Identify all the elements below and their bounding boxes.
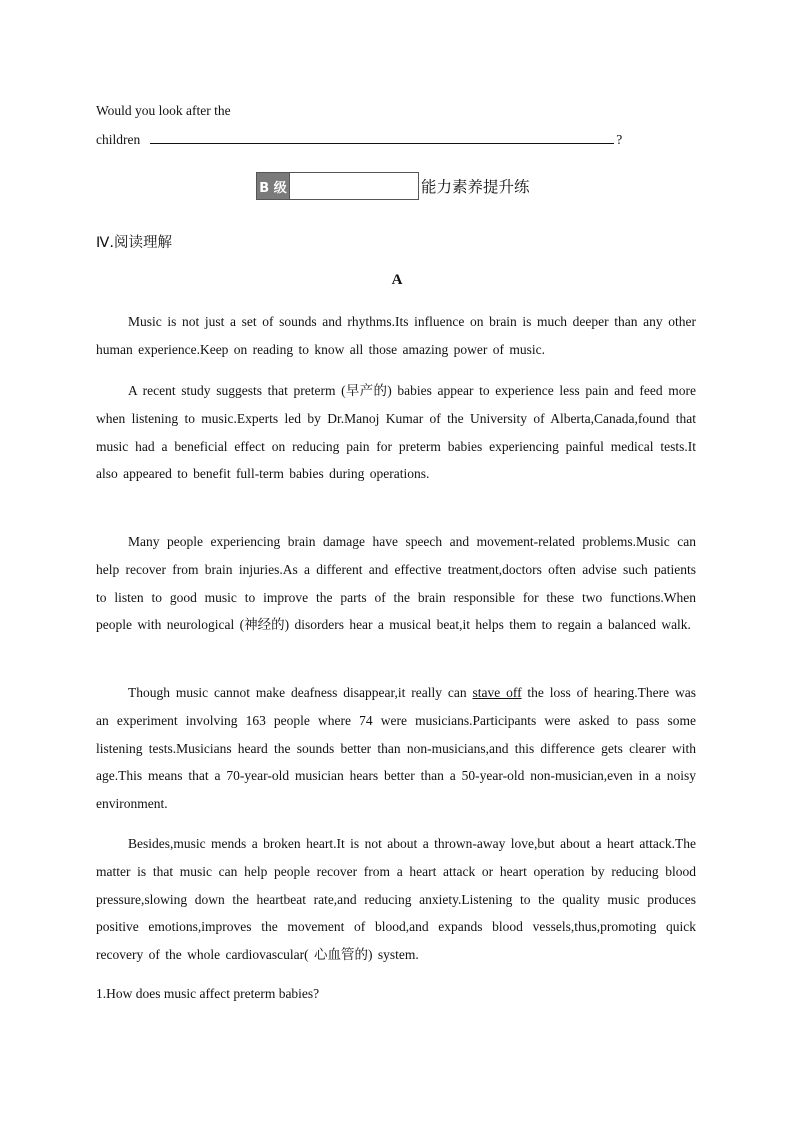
section-title: Ⅳ.阅读理解: [96, 235, 172, 251]
passage-paragraph-4: [96, 679, 696, 818]
question-text: .How does music affect preterm babies?: [102, 986, 320, 1001]
level-badge: B 级: [256, 172, 290, 200]
question-number: 1: [96, 986, 103, 1001]
prompt-question-mark: ?: [616, 132, 623, 147]
paragraph-4-text-after: the loss of hearing.There was an experiment involving 163 people where 74 were musicians.Participants were asked to pass some listening tests.Musicians heard the sounds better than non-musicians,and this difference gets clearer with age.This means that a 70-year-old musician hears better than a 50-year-old non-musician,even in a noisy environment.: [96, 685, 696, 812]
translation-prompt-line2: [96, 131, 622, 148]
prompt-text: Would you look after the: [96, 103, 231, 118]
translation-prompt-line1: [96, 103, 231, 119]
prompt-text-start: children: [96, 132, 141, 147]
passage-title: A: [391, 272, 403, 288]
question-1: [96, 986, 319, 1002]
passage-paragraph-2: A recent study suggests that preterm (早产的) babies appear to experience less pain and feed more when listening to music.Experts led by Dr.Manoj Kumar of the University of Alberta,Canada,found that music had a beneficial effect on reducing pain for preterm babies experiencing painful medical tests.It also appeared to benefit full-term babies during operations.: [96, 383, 696, 482]
level-heading: [256, 172, 530, 200]
level-badge-box: [290, 172, 419, 200]
underlined-phrase: stave off: [472, 685, 522, 700]
passage-paragraph-3: Many people experiencing brain damage have speech and movement-related problems.Music can help recover from brain injuries.As a different and effective treatment,doctors often advise such patients to listen to good music to improve the parts of the brain responsible for these two functions.When people with neurological (神经的) disorders hear a musical beat,it helps them to regain a balanced walk.: [96, 534, 696, 633]
passage-paragraph-1: Music is not just a set of sounds and rhythms.Its influence on brain is much deeper than any other human experience.Keep on reading to know all those amazing power of music.: [96, 314, 696, 357]
passage-paragraph-5: Besides,music mends a broken heart.It is not about a thrown-away love,but about a heart attack.The matter is that music can help people recover from a heart attack or heart operation by reducing blood pressure,slowing down the heartbeat rate,and reducing anxiety.Listening to the quality music produces positive emotions,improves the movement of blood,and expands blood vessels,thus,promoting quick recovery of the whole cardiovascular( 心血管的) system.: [96, 836, 696, 963]
answer-blank[interactable]: [150, 131, 614, 144]
level-title: 能力素养提升练: [421, 178, 530, 196]
paragraph-4-text-before: Though music cannot make deafness disappear,it really can: [128, 685, 473, 700]
